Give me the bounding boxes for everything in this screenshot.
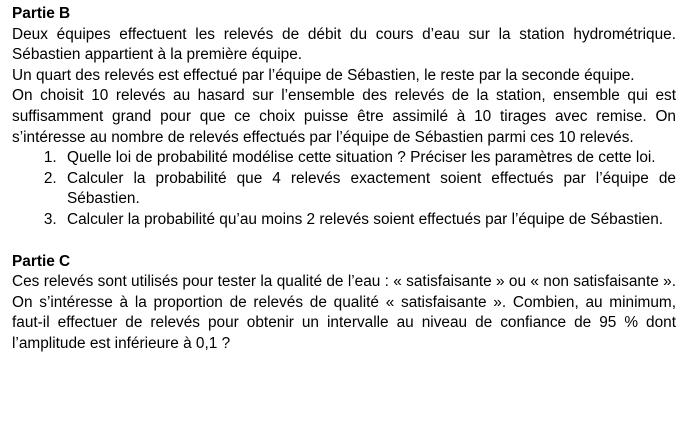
- question-item-3: 3. Calculer la probabilité qu’au moins 2 relevés soient effectués par l’équipe de Sébastien.: [61, 210, 676, 231]
- section-spacer: [12, 231, 676, 252]
- section-title-partie-c: Partie C: [12, 252, 71, 270]
- paragraph-b-3: On choisit 10 relevés au hasard sur l’ensemble des relevés de la station, ensemble qui est suffisamment grand pour que ce choix puisse être assimilé à 10 tirages avec remise. On s’intéresse au nombre de relevés effectués par l’équipe de Sébastien parmi ces 10 relevés.: [12, 87, 676, 146]
- paragraph-b-2: Un quart des relevés est effectué par l’équipe de Sébastien, le reste par la seconde équipe.: [12, 66, 635, 84]
- paragraph-b-1: Deux équipes effectuent les relevés de débit du cours d’eau sur la station hydrométrique. Sébastien appartient à la première équipe.: [12, 25, 676, 64]
- section-partie-b: [12, 4, 676, 231]
- section-title-partie-b: Partie B: [12, 5, 71, 22]
- question-list: [12, 148, 676, 230]
- question-item-2: 2. Calculer la probabilité que 4 relevés exactement soient effectués par l’équipe de Sébastien.: [61, 169, 676, 210]
- section-partie-c: [12, 252, 676, 355]
- question-item-1: 1. Quelle loi de probabilité modélise cette situation ? Préciser les paramètres de cette loi.: [61, 148, 676, 169]
- paragraph-c-1: Ces relevés sont utilisés pour tester la qualité de l’eau : « satisfaisante » ou « non satisfaisante ». On s’intéresse à la proportion de relevés de qualité « satisfaisante ». Combien, au minimum, faut-il effectuer de relevés pour obtenir un intervalle au niveau de confiance de 95 % dont l’amplitude est inférieure à 0,1 ?: [12, 273, 676, 352]
